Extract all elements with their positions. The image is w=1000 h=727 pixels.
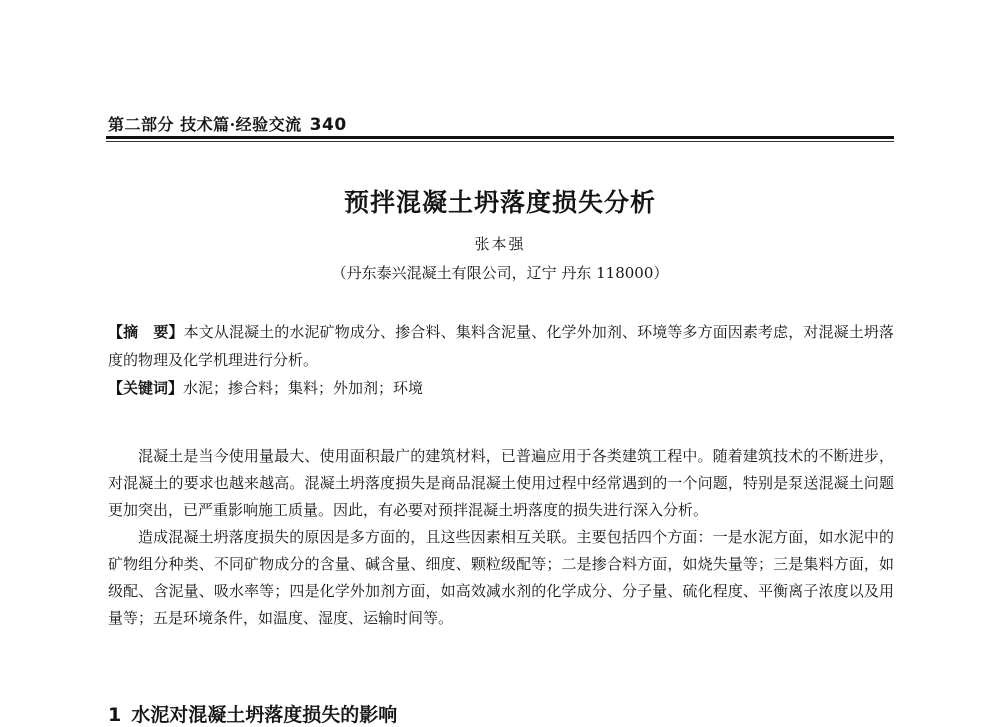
body-paragraph: 混凝土是当今使用量最大、使用面积最广的建筑材料，已普遍应用于各类建筑工程中。随着建筑技术的不断进步，对混凝土的要求也越来越高。混凝土坍落度损失是商品混凝土使用过程中经常遇到的一个问题，特别是泵送混凝土问题更加突出，已严重影响施工质量。因此，有必要对预拌混凝土坍落度的损失进行深入分析。 (108, 447, 894, 519)
body-text (108, 443, 894, 632)
abstract-label: 【摘 要】 (108, 323, 184, 341)
section-title: 水泥对混凝土坍落度损失的影响 (131, 704, 398, 726)
abstract-text: 本文从混凝土的水泥矿物成分、掺合料、集料含泥量、化学外加剂、环境等多方面因素考虑，对混凝土坍落度的物理及化学机理进行分析。 (108, 323, 894, 369)
header-rule-thick (106, 136, 894, 139)
body-paragraph: 造成混凝土坍落度损失的原因是多方面的，且这些因素相互关联。主要包括四个方面：一是水泥方面，如水泥中的矿物组分种类、不同矿物成分的含量、碱含量、细度、颗粒级配等；二是掺合料方面，如烧失量等；三是集料方面，如级配、含泥量、吸水率等；四是化学外加剂方面，如高效减水剂的化学成分、分子量、硫化程度、平衡离子浓度以及用量等；五是环境条件，如温度、湿度、运输时间等。 (108, 528, 894, 627)
header-rule-thin (106, 141, 894, 142)
keywords (108, 374, 894, 402)
abstract (108, 318, 894, 374)
page-number: 340 (309, 115, 347, 135)
article-title: 预拌混凝土坍落度损失分析 (343, 188, 656, 217)
article-author: 张本强 (474, 235, 526, 253)
article-affiliation: （丹东泰兴混凝土有限公司，辽宁 丹东 118000） (331, 264, 669, 282)
abstract-block (108, 318, 894, 402)
running-head (106, 110, 896, 138)
keywords-text: 水泥；掺合料；集料；外加剂；环境 (183, 379, 424, 397)
running-head-text (108, 112, 347, 135)
running-head-section: 第二部分 技术篇·经验交流 (108, 115, 302, 134)
section-number: 1 (108, 704, 122, 726)
section-heading (108, 700, 397, 727)
keywords-label: 【关键词】 (108, 379, 184, 397)
